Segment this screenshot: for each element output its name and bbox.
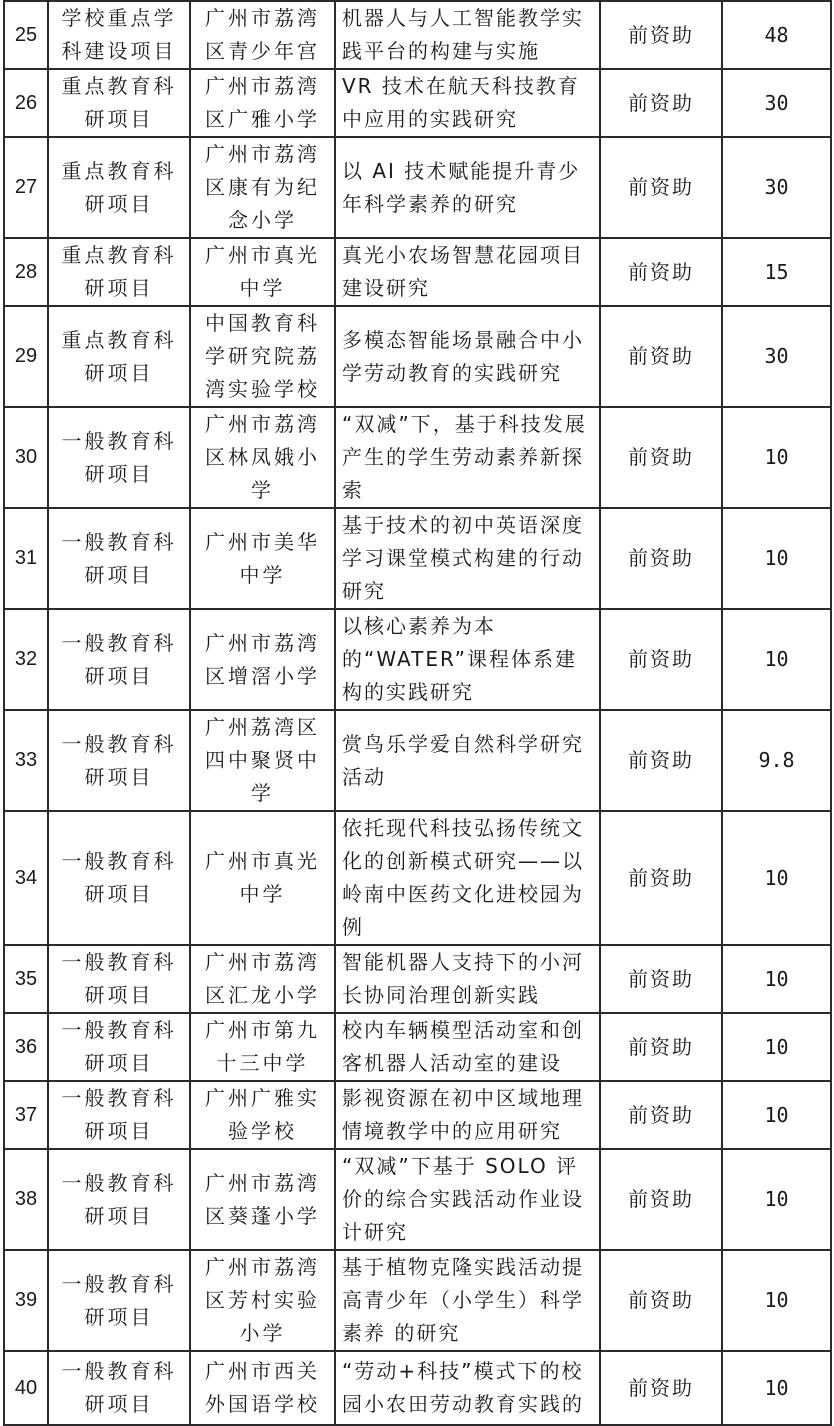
- funding-amount: 10: [722, 609, 831, 710]
- applicant-unit: 广州市第九十三中学: [190, 1013, 335, 1081]
- project-title: 以 AI 技术赋能提升青少年科学素养的研究: [335, 137, 600, 238]
- row-number: 30: [4, 407, 48, 508]
- row-number: 37: [4, 1081, 48, 1149]
- table-row: [4, 710, 831, 811]
- table-row: [4, 945, 831, 1013]
- project-type: 一般教育科研项目: [48, 609, 190, 710]
- funding-amount: 10: [722, 945, 831, 1013]
- table-row: [4, 811, 831, 945]
- funding-mode: 前资助: [600, 1149, 722, 1250]
- funding-mode: 前资助: [600, 69, 722, 137]
- applicant-unit: 广州市美华中学: [190, 508, 335, 609]
- table-row: [4, 609, 831, 710]
- funding-amount: 48: [722, 1, 831, 69]
- table-row: [4, 407, 831, 508]
- row-number: 31: [4, 508, 48, 609]
- applicant-unit: 广州市荔湾区青少年宫: [190, 1, 335, 69]
- funding-mode: 前资助: [600, 710, 722, 811]
- project-type: 一般教育科研项目: [48, 1081, 190, 1149]
- row-number: 27: [4, 137, 48, 238]
- project-type: 重点教育科研项目: [48, 137, 190, 238]
- funding-amount: 10: [722, 407, 831, 508]
- project-type: 一般教育科研项目: [48, 407, 190, 508]
- project-title: “双减”下基于 SOLO 评价的综合实践活动作业设计研究: [335, 1149, 600, 1250]
- funding-mode: 前资助: [600, 1351, 722, 1425]
- funding-mode: 前资助: [600, 811, 722, 945]
- funding-table: [3, 0, 832, 1426]
- applicant-unit: 广州市真光中学: [190, 238, 335, 306]
- funding-amount: 10: [722, 1081, 831, 1149]
- project-title: 以核心素养为本的“WATER”课程体系建构的实践研究: [335, 609, 600, 710]
- row-number: 40: [4, 1351, 48, 1425]
- applicant-unit: 广州市荔湾区芳村实验小学: [190, 1250, 335, 1351]
- table-row: [4, 1149, 831, 1250]
- funding-mode: 前资助: [600, 306, 722, 407]
- project-title: VR 技术在航天科技教育中应用的实践研究: [335, 69, 600, 137]
- row-number: 39: [4, 1250, 48, 1351]
- funding-mode: 前资助: [600, 407, 722, 508]
- row-number: 33: [4, 710, 48, 811]
- funding-mode: 前资助: [600, 1250, 722, 1351]
- funding-amount: 10: [722, 1250, 831, 1351]
- project-type: 学校重点学科建设项目: [48, 1, 190, 69]
- funding-amount: 10: [722, 811, 831, 945]
- project-type: 一般教育科研项目: [48, 710, 190, 811]
- project-type: 一般教育科研项目: [48, 1149, 190, 1250]
- project-title: 依托现代科技弘扬传统文化的创新模式研究——以岭南中医药文化进校园为例: [335, 811, 600, 945]
- table-row: [4, 508, 831, 609]
- project-title: 校内车辆模型活动室和创客机器人活动室的建设: [335, 1013, 600, 1081]
- project-title: 真光小农场智慧花园项目建设研究: [335, 238, 600, 306]
- applicant-unit: 广州市荔湾区葵蓬小学: [190, 1149, 335, 1250]
- funding-mode: 前资助: [600, 609, 722, 710]
- funding-mode: 前资助: [600, 137, 722, 238]
- project-type: 重点教育科研项目: [48, 306, 190, 407]
- table-row: [4, 1351, 831, 1425]
- row-number: 26: [4, 69, 48, 137]
- applicant-unit: 中国教育科学研究院荔湾实验学校: [190, 306, 335, 407]
- table-row: [4, 1081, 831, 1149]
- project-type: 重点教育科研项目: [48, 238, 190, 306]
- row-number: 28: [4, 238, 48, 306]
- applicant-unit: 广州市荔湾区汇龙小学: [190, 945, 335, 1013]
- funding-amount: 10: [722, 508, 831, 609]
- applicant-unit: 广州市荔湾区林凤娥小学: [190, 407, 335, 508]
- applicant-unit: 广州荔湾区四中聚贤中学: [190, 710, 335, 811]
- funding-mode: 前资助: [600, 238, 722, 306]
- funding-mode: 前资助: [600, 508, 722, 609]
- funding-amount: 10: [722, 1149, 831, 1250]
- funding-amount: 9.8: [722, 710, 831, 811]
- project-title: 多模态智能场景融合中小学劳动教育的实践研究: [335, 306, 600, 407]
- table-row: [4, 137, 831, 238]
- funding-mode: 前资助: [600, 1, 722, 69]
- funding-mode: 前资助: [600, 1013, 722, 1081]
- table-row: [4, 306, 831, 407]
- project-title: “双减”下，基于科技发展产生的学生劳动素养新探索: [335, 407, 600, 508]
- row-number: 35: [4, 945, 48, 1013]
- project-type: 一般教育科研项目: [48, 508, 190, 609]
- project-title: 影视资源在初中区域地理情境教学中的应用研究: [335, 1081, 600, 1149]
- applicant-unit: 广州市荔湾区广雅小学: [190, 69, 335, 137]
- funding-amount: 30: [722, 306, 831, 407]
- project-title: 基于技术的初中英语深度学习课堂模式构建的行动研究: [335, 508, 600, 609]
- funding-amount: 30: [722, 137, 831, 238]
- project-type: 重点教育科研项目: [48, 69, 190, 137]
- funding-mode: 前资助: [600, 1081, 722, 1149]
- applicant-unit: 广州市荔湾区康有为纪念小学: [190, 137, 335, 238]
- project-title: 智能机器人支持下的小河长协同治理创新实践: [335, 945, 600, 1013]
- project-type: 一般教育科研项目: [48, 1351, 190, 1425]
- project-title: 赏鸟乐学爱自然科学研究活动: [335, 710, 600, 811]
- funding-amount: 15: [722, 238, 831, 306]
- project-title: 基于植物克隆实践活动提高青少年（小学生）科学素养 的研究: [335, 1250, 600, 1351]
- project-type: 一般教育科研项目: [48, 1250, 190, 1351]
- applicant-unit: 广州市荔湾区增滘小学: [190, 609, 335, 710]
- row-number: 25: [4, 1, 48, 69]
- table-row: [4, 69, 831, 137]
- project-type: 一般教育科研项目: [48, 811, 190, 945]
- project-title: “劳动+科技”模式下的校园小农田劳动教育实践的: [335, 1351, 600, 1425]
- funding-mode: 前资助: [600, 945, 722, 1013]
- row-number: 32: [4, 609, 48, 710]
- applicant-unit: 广州市真光中学: [190, 811, 335, 945]
- table-row: [4, 238, 831, 306]
- funding-amount: 10: [722, 1013, 831, 1081]
- project-title: 机器人与人工智能教学实践平台的构建与实施: [335, 1, 600, 69]
- row-number: 36: [4, 1013, 48, 1081]
- table-row: [4, 1, 831, 69]
- funding-amount: 30: [722, 69, 831, 137]
- row-number: 38: [4, 1149, 48, 1250]
- row-number: 29: [4, 306, 48, 407]
- applicant-unit: 广州市西关外国语学校: [190, 1351, 335, 1425]
- table-row: [4, 1250, 831, 1351]
- applicant-unit: 广州广雅实验学校: [190, 1081, 335, 1149]
- table-row: [4, 1013, 831, 1081]
- row-number: 34: [4, 811, 48, 945]
- project-type: 一般教育科研项目: [48, 945, 190, 1013]
- project-type: 一般教育科研项目: [48, 1013, 190, 1081]
- funding-amount: 10: [722, 1351, 831, 1425]
